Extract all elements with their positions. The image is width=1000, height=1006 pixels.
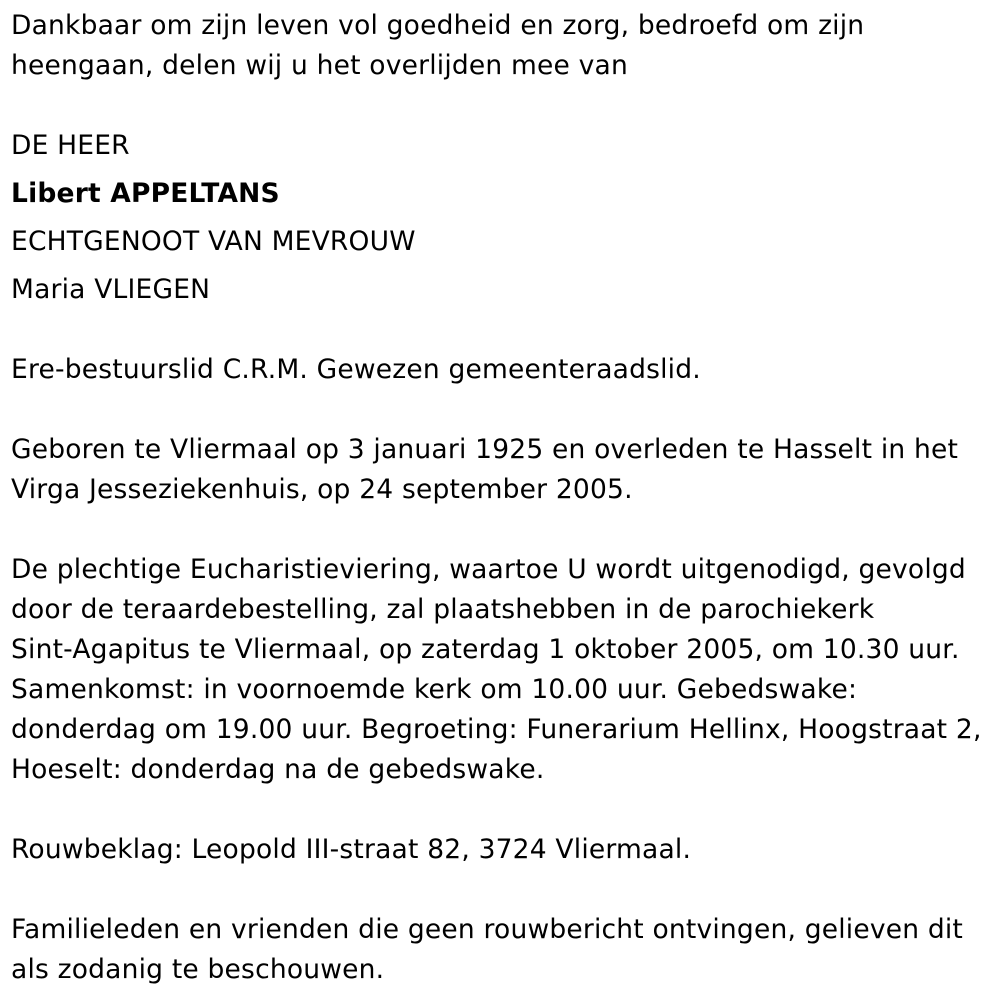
ceremony-line-4: Samenkomst: in voornoemde kerk om 10.00 uur. Gebedswake:	[11, 674, 858, 705]
deceased-name: Libert APPELTANS	[11, 178, 280, 209]
birth-death-line-1: Geboren te Vliermaal op 3 januari 1925 en overleden te Hasselt in het	[11, 434, 959, 465]
ceremony-line-5: donderdag om 19.00 uur. Begroeting: Funerarium Hellinx, Hoogstraat 2,	[11, 714, 982, 745]
spouse-label: ECHTGENOOT VAN MEVROUW	[11, 226, 416, 257]
honorific-title: DE HEER	[11, 130, 130, 161]
closing-line-1: Familieleden en vrienden die geen rouwbericht ontvingen, gelieven dit	[11, 914, 964, 945]
intro-line-1: Dankbaar om zijn leven vol goedheid en zorg, bedroefd om zijn	[11, 10, 865, 41]
ceremony-line-2: door de teraardebestelling, zal plaatshebben in de parochiekerk	[11, 594, 875, 625]
intro-line-2: heengaan, delen wij u het overlijden mee van	[11, 50, 628, 81]
birth-death-line-2: Virga Jesseziekenhuis, op 24 september 2005.	[11, 474, 633, 505]
spouse-name: Maria VLIEGEN	[11, 274, 211, 305]
obituary-notice	[11, 6, 986, 990]
ceremony-line-3: Sint-Agapitus te Vliermaal, op zaterdag 1 oktober 2005, om 10.30 uur.	[11, 634, 960, 665]
closing-line-2: als zodanig te beschouwen.	[11, 954, 385, 985]
roles-line: Ere-bestuurslid C.R.M. Gewezen gemeenteraadslid.	[11, 354, 701, 385]
ceremony-line-1: De plechtige Eucharistieviering, waartoe U wordt uitgenodigd, gevolgd	[11, 554, 966, 585]
condolence-address: Rouwbeklag: Leopold III-straat 82, 3724 Vliermaal.	[11, 834, 692, 865]
ceremony-line-6: Hoeselt: donderdag na de gebedswake.	[11, 754, 545, 785]
